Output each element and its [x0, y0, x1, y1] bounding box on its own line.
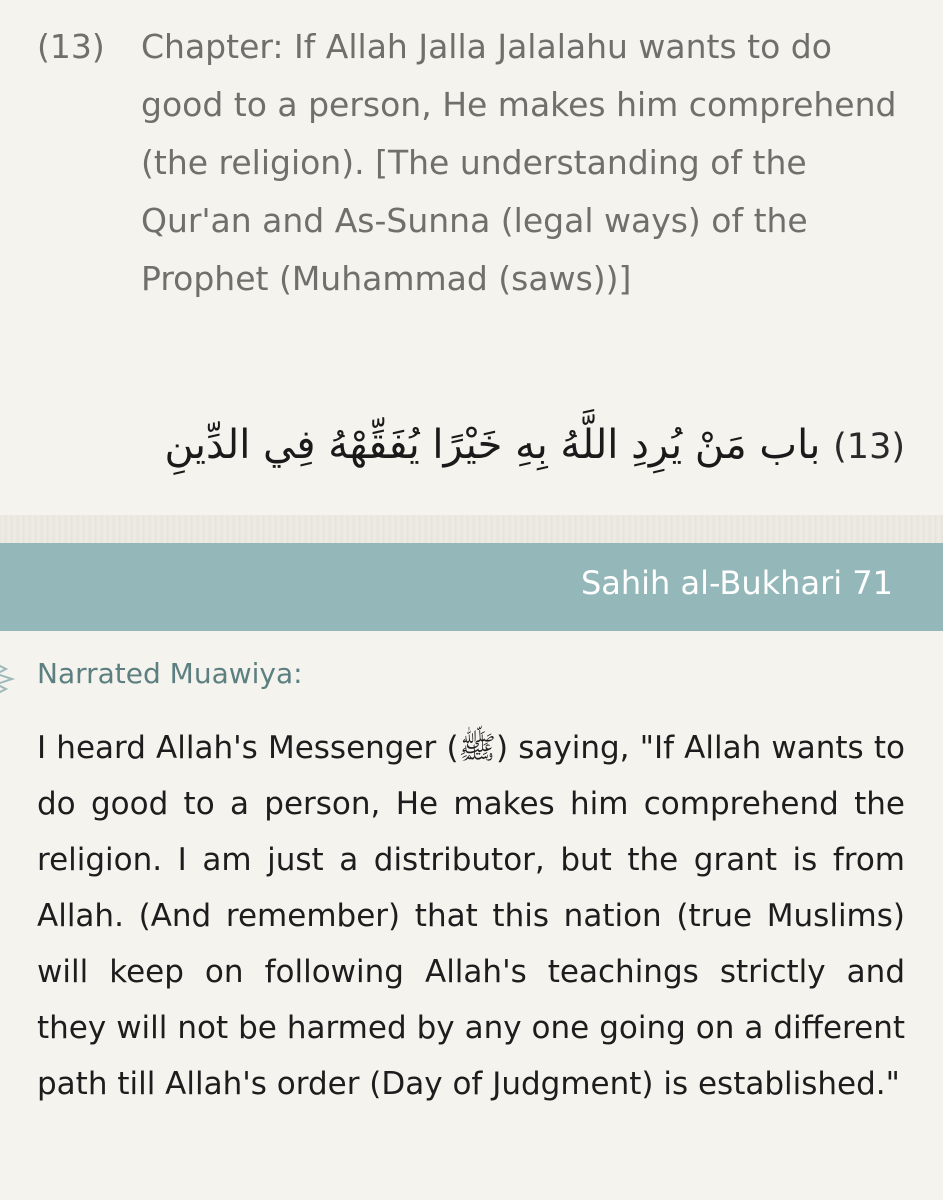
hadith-text: I heard Allah's Messenger (ﷺ) saying, "If Allah wants to do good to a person, He makes him comprehend the religion. I am just a distributor, but the grant is from Allah. (And remember) that this nation (true Muslims) will keep on following Allah's teachings strictly and they will not be harmed by any one going on a different path till Allah's order (Day of Judgment) is established." [37, 730, 905, 1102]
decorative-arabesque-icon [0, 659, 20, 695]
hadith-reference[interactable]: Sahih al-Bukhari 71 [580, 564, 893, 602]
chapter-heading-ar [45, 410, 905, 482]
narrator-line: Narrated Muawiya: [37, 657, 303, 690]
chapter-title-ar: باب مَنْ يُرِدِ اللَّهُ بِهِ خَيْرًا يُفَقِّهْهُ فِي الدِّينِ [164, 422, 821, 468]
chapter-number-ar: (13) [833, 427, 905, 467]
reference-banner [0, 543, 943, 631]
chapter-number: (13) [37, 27, 105, 66]
chapter-title-en: Chapter: If Allah Jalla Jalalahu wants to do good to a person, He makes him comprehend (the religion). [The understanding of the Qur'an and As-Sunna (legal ways) of the Prophet (Muhammad (saws))] [141, 27, 897, 298]
section-divider [0, 515, 943, 543]
